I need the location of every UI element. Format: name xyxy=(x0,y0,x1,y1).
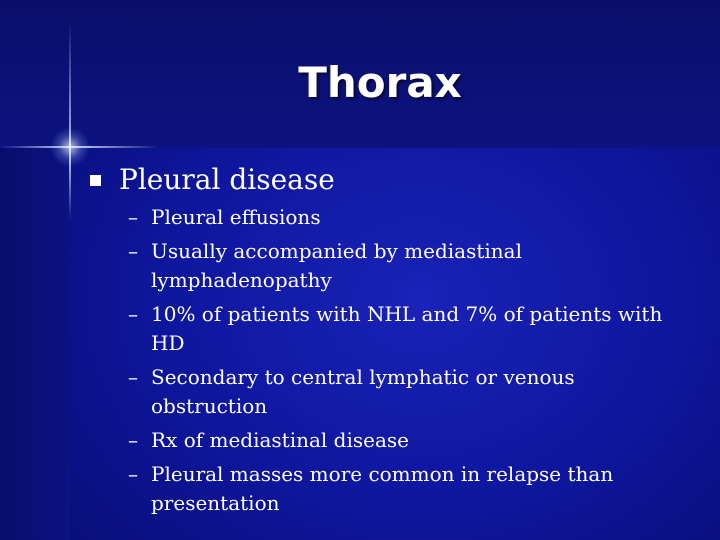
light-flare-glow xyxy=(50,127,90,167)
dash-marker: – xyxy=(128,462,138,486)
sub-bullet-text: 10% of patients with NHL and 7% of patients with HD xyxy=(151,302,663,355)
square-bullet-icon xyxy=(90,175,101,186)
sub-bullet-text: Pleural effusions xyxy=(151,205,321,229)
sub-bullet-item xyxy=(128,426,688,455)
sub-bullet-text: Usually accompanied by mediastinal lymphadenopathy xyxy=(151,239,522,292)
bullet-item xyxy=(90,162,690,198)
slide-title: Thorax xyxy=(298,58,462,107)
dash-marker: – xyxy=(128,365,138,389)
sub-bullet-text: Secondary to central lymphatic or venous obstruction xyxy=(151,365,575,418)
sub-bullet-text: Rx of mediastinal disease xyxy=(151,428,409,452)
dash-marker: – xyxy=(128,239,138,263)
sub-bullet-item xyxy=(128,237,688,295)
sub-bullet-list xyxy=(128,203,688,523)
dash-marker: – xyxy=(128,302,138,326)
sub-bullet-item xyxy=(128,460,688,518)
dash-marker: – xyxy=(128,428,138,452)
sub-bullet-item xyxy=(128,300,688,358)
light-flare-vertical xyxy=(69,20,71,220)
sub-bullet-item xyxy=(128,203,688,232)
left-band xyxy=(0,148,70,540)
bullet-text: Pleural disease xyxy=(119,163,335,196)
sub-bullet-text: Pleural masses more common in relapse than presentation xyxy=(151,462,614,515)
dash-marker: – xyxy=(128,205,138,229)
sub-bullet-item xyxy=(128,363,688,421)
